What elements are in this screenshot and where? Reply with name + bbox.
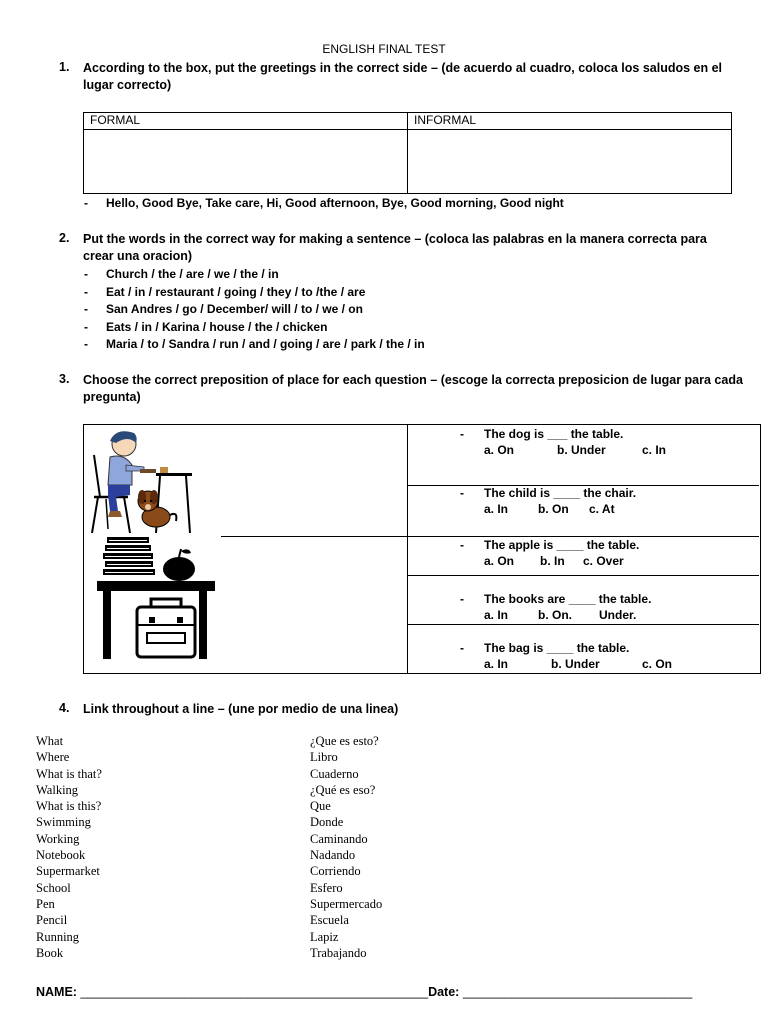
list-item[interactable]: Trabajando (310, 945, 367, 960)
list-item[interactable]: Cuaderno (310, 766, 359, 781)
list-item: - San Andres / go / December/ will / to / we / on (84, 302, 363, 317)
list-item[interactable]: Esfero (310, 880, 343, 895)
q3-number: 3. (59, 372, 70, 386)
list-item[interactable]: Book (36, 945, 64, 960)
informal-answer-cell[interactable] (408, 130, 732, 194)
option-c[interactable]: c. Over (583, 554, 624, 568)
list-item[interactable]: School (36, 880, 71, 895)
option-a[interactable]: a. In (484, 657, 509, 671)
page-title: ENGLISH FINAL TEST (322, 42, 446, 56)
q3-item-3: - The apple is ____ the table. a. On b. In c. Over (460, 538, 640, 568)
list-item[interactable]: Libro (310, 750, 338, 765)
list-item[interactable]: Nadando (310, 848, 356, 863)
list-item[interactable]: Pen (36, 896, 55, 911)
desk-books-apple-bag-illustration (95, 537, 219, 661)
q3-item-4: - The books are ____ the table. a. In b. On. Under. (460, 592, 652, 622)
list-item[interactable]: Notebook (36, 848, 86, 863)
list-item[interactable]: Que (310, 799, 331, 814)
list-item[interactable]: Lapiz (310, 929, 339, 944)
option-c[interactable]: c. In (642, 443, 667, 457)
q4-right-column (310, 733, 530, 961)
list-item[interactable]: Walking (36, 782, 79, 797)
q4-text: Link throughout a line – (une por medio de una linea) (83, 702, 399, 716)
q3-item-5: - The bag is ____ the table. a. In b. Under c. On (460, 641, 673, 671)
option-a[interactable]: a. In (484, 608, 509, 622)
list-item[interactable]: ¿Que es esto? (310, 734, 379, 748)
q1-table (83, 112, 732, 194)
name-label: NAME: (36, 985, 77, 999)
boy-dog-table-illustration (86, 425, 196, 535)
list-item[interactable]: Pencil (36, 913, 68, 928)
option-c[interactable]: c. On (642, 657, 673, 671)
q3-item-1: - The dog is ___ the table. a. On b. Under c. In (460, 427, 667, 457)
list-item[interactable]: What is this? (36, 799, 102, 814)
list-item[interactable]: What is that? (36, 766, 102, 781)
list-item: - Maria / to / Sandra / run / and / going / are / park / the / in (84, 337, 425, 352)
option-a[interactable]: a. On (484, 554, 515, 568)
list-item: - Eats / in / Karina / house / the / chicken (84, 319, 328, 334)
informal-header: INFORMAL (408, 113, 732, 130)
option-b[interactable]: b. In (540, 554, 565, 568)
option-b[interactable]: b. Under (551, 657, 600, 671)
formal-answer-cell[interactable] (84, 130, 408, 194)
list-item[interactable]: ¿Qué es eso? (310, 782, 376, 797)
q1-text: According to the box, put the greetings in the correct side – (de acuerdo al cuadro, coloca los saludos en el lugar correcto) (83, 61, 723, 92)
option-c[interactable]: Under. (599, 608, 637, 622)
q2-text: Put the words in the correct way for making a sentence – (coloca las palabras en la manera correcta para crear una oracion) (83, 232, 707, 263)
list-item[interactable]: Supermarket (36, 864, 100, 879)
option-b[interactable]: b. On. (538, 608, 572, 622)
q1-words: Hello, Good Bye, Take care, Hi, Good afternoon, Bye, Good morning, Good night (106, 196, 564, 210)
list-item[interactable]: Corriendo (310, 864, 361, 879)
option-b[interactable]: b. On (538, 502, 569, 516)
option-a[interactable]: a. On (484, 443, 515, 457)
q3-item-2: - The child is ____ the chair. a. In b. On c. At (460, 486, 637, 516)
option-a[interactable]: a. In (484, 502, 509, 516)
list-item[interactable]: Working (36, 831, 80, 846)
q3-text: Choose the correct preposition of place for each question – (escoge la correcta preposicion de lugar para cada pregunta) (83, 373, 743, 404)
option-b[interactable]: b. Under (557, 443, 606, 457)
list-item[interactable]: Supermercado (310, 896, 383, 911)
q2-number: 2. (59, 231, 70, 245)
list-item[interactable]: Donde (310, 815, 344, 830)
list-item[interactable]: Where (36, 750, 70, 765)
q4-left-column (36, 733, 256, 961)
q2-list (0, 266, 768, 356)
list-item[interactable]: Swimming (36, 815, 91, 830)
list-item[interactable]: Escuela (310, 913, 349, 928)
list-item: - Eat / in / restaurant / going / they / to /the / are (84, 284, 366, 299)
list-item[interactable]: Running (36, 929, 80, 944)
footer (36, 985, 736, 999)
formal-header: FORMAL (84, 113, 408, 130)
list-item[interactable]: What (36, 734, 64, 748)
q4-number: 4. (59, 701, 70, 715)
list-item: - Church / the / are / we / the / in (84, 267, 279, 281)
option-c[interactable]: c. At (589, 502, 615, 516)
list-item[interactable]: Caminando (310, 831, 368, 846)
q1-word-list: - Hello, Good Bye, Take care, Hi, Good afternoon, Bye, Good morning, Good night (0, 195, 768, 213)
name-field[interactable]: __________________________________________________ (80, 985, 429, 999)
date-field[interactable]: _________________________________ (462, 985, 693, 999)
q1-number: 1. (59, 60, 70, 74)
date-label: Date: (428, 985, 460, 999)
